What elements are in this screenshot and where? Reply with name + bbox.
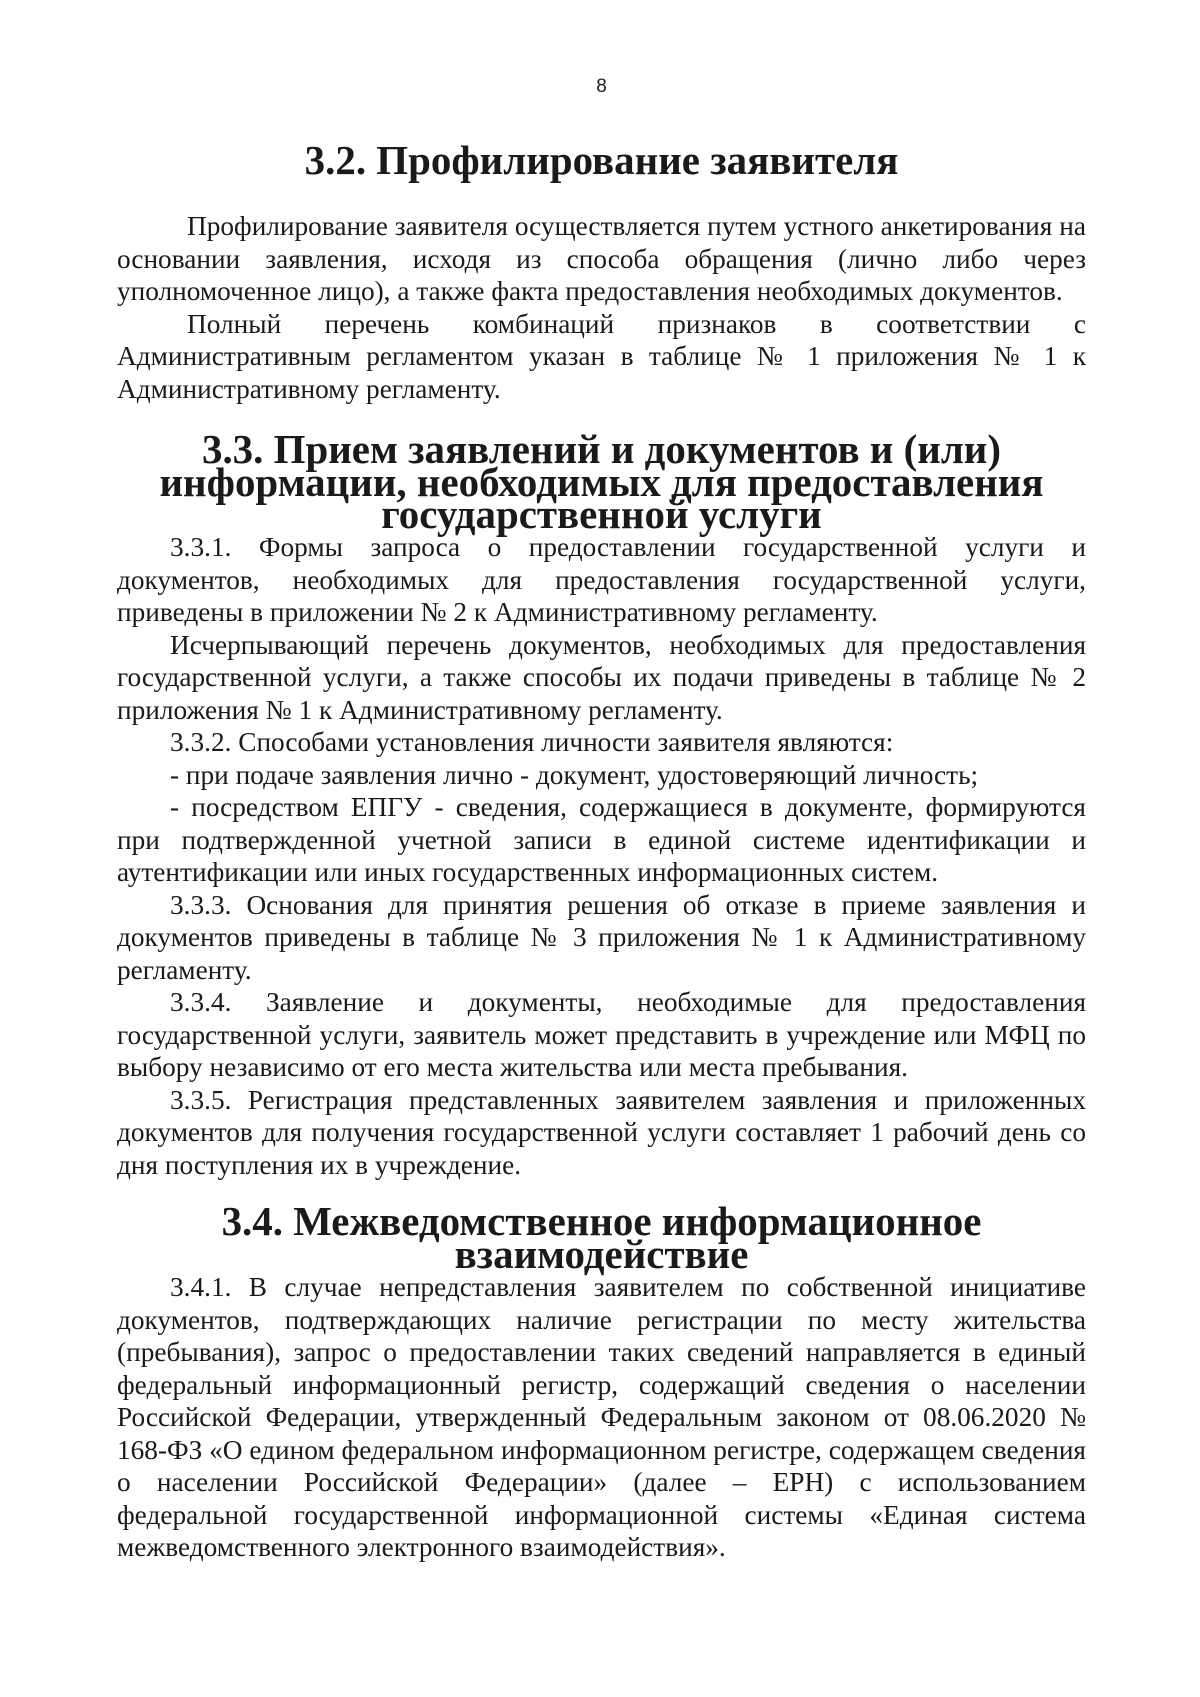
paragraph: 3.3.4. Заявление и документы, необходимые для предоставления государственной услуги, заявитель может представить в учреждение или МФЦ по выбору независимо от его места жительства или места пребывания.	[117, 987, 1086, 1082]
paragraph: Полный перечень комбинаций признаков в соответствии с Административным регламентом указан в таблице № 1 приложения № 1 к Административному регламенту.	[117, 308, 1086, 404]
list-item: - при подаче заявления лично - документ, удостоверяющий личность;	[170, 759, 979, 790]
paragraph: 3.3.5. Регистрация представленных заявителем заявления и приложенных документов для получения государственной услуги составляет 1 рабочий день со дня поступления их в учреждение.	[117, 1084, 1086, 1180]
paragraph: Профилирование заявителя осуществляется путем устного анкетирования на основании заявления, исходя из способа обращения (лично либо через уполномоченное лицо), а также факта предоставления необходимых документов.	[117, 211, 1086, 306]
section-body-3-2	[117, 210, 1086, 405]
paragraph: 3.3.2. Способами установления личности заявителя являются:	[170, 727, 894, 757]
paragraph: Исчерпывающий перечень документов, необходимых для предоставления государственной услуги, а также способы их подачи приведены в таблице № 2 приложения № 1 к Административному регламенту.	[117, 629, 1086, 725]
section-body-3-3	[117, 531, 1086, 1181]
page-number: 8	[596, 76, 607, 97]
paragraph: 3.3.1. Формы запроса о предоставлении государственной услуги и документов, необходимых для предоставления государственной услуги, приведены в приложении № 2 к Административному регламенту.	[117, 532, 1086, 627]
section-heading-3-3: 3.3. Прием заявлений и документов и (или) информации, необходимых для предоставления государственной услуги	[159, 427, 1044, 537]
section-heading-3-2: 3.2. Профилирование заявителя	[304, 138, 899, 183]
paragraph: 3.4.1. В случае непредставления заявителем по собственной инициативе документов, подтверждающих наличие регистрации по месту жительства (пребывания), запрос о предоставлении таких сведений направляется в единый федеральный информационный регистр, содержащий сведения о населении Российской Федерации, утвержденный Федеральным законом от 08.06.2020 № 168-ФЗ «О едином федеральном информационном регистре, содержащем сведения о населении Российской Федерации» (далее – ЕРН) с использованием федеральной государственной информационной системы «Единая система межведомственного электронного взаимодействия».	[117, 1272, 1086, 1562]
paragraph: 3.3.3. Основания для принятия решения об отказе в приеме заявления и документов приведены в таблице № 3 приложения № 1 к Административному регламенту.	[117, 889, 1086, 985]
list-item: - посредством ЕПГУ - сведения, содержащиеся в документе, формируются при подтвержденной учетной записи в единой системе идентификации и аутентификации или иных государственных информационных систем.	[117, 792, 1086, 887]
section-heading-3-4: 3.4. Межведомственное информационное взаимодействие	[221, 1199, 982, 1277]
section-body-3-4	[117, 1271, 1086, 1564]
